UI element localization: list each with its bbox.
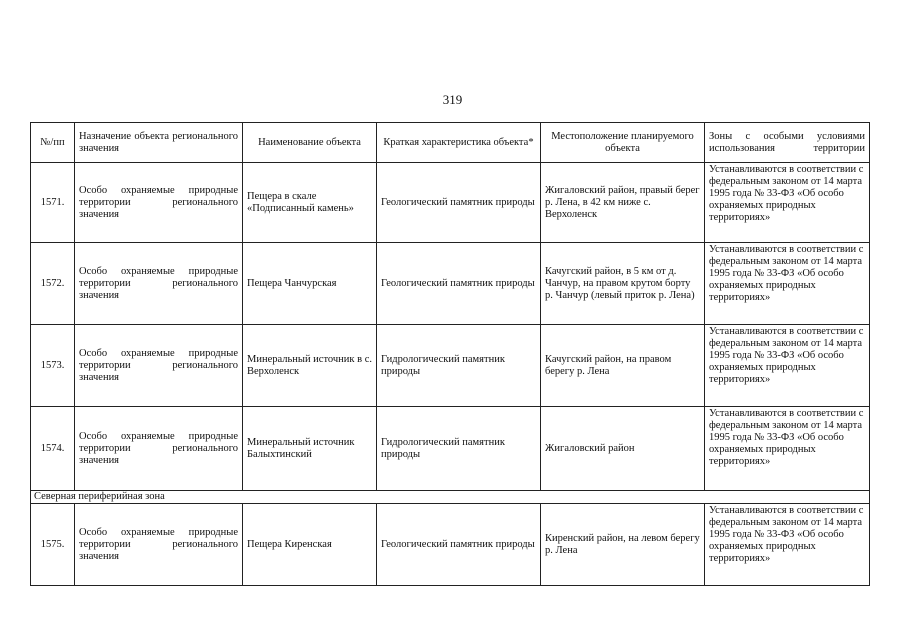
section-row — [31, 491, 870, 504]
header-characteristic: Краткая характеристика объекта* — [377, 123, 541, 163]
header-number: №/пп — [31, 123, 75, 163]
row-location: Киренский район, на левом берегу р. Лена — [541, 504, 705, 586]
row-number: 1573. — [31, 325, 75, 407]
table-row — [31, 243, 870, 325]
row-characteristic: Геологический памятник природы — [377, 243, 541, 325]
table-row — [31, 504, 870, 586]
row-characteristic: Гидрологический памятник природы — [377, 325, 541, 407]
row-location: Жигаловский район — [541, 407, 705, 491]
row-name: Минеральный источник в с. Верхоленск — [243, 325, 377, 407]
table-row — [31, 325, 870, 407]
row-name: Пещера в скале «Подписанный камень» — [243, 163, 377, 243]
page-number: 319 — [442, 92, 463, 107]
row-name: Пещера Чанчурская — [243, 243, 377, 325]
row-purpose: Особо охраняемые природные территории регионального значения — [75, 243, 243, 325]
row-purpose: Особо охраняемые природные территории регионального значения — [75, 163, 243, 243]
row-purpose: Особо охраняемые природные территории регионального значения — [75, 504, 243, 586]
row-location: Качугский район, на правом берегу р. Лена — [541, 325, 705, 407]
row-number: 1575. — [31, 504, 75, 586]
row-purpose: Особо охраняемые природные территории регионального значения — [75, 325, 243, 407]
row-purpose: Особо охраняемые природные территории регионального значения — [75, 407, 243, 491]
table-header-row — [31, 123, 870, 163]
row-number: 1571. — [31, 163, 75, 243]
row-name: Пещера Киренская — [243, 504, 377, 586]
row-characteristic: Геологический памятник природы — [377, 504, 541, 586]
table-row — [31, 163, 870, 243]
header-zones: Зоны с особыми условиями использования территории — [705, 123, 870, 163]
territories-table — [30, 122, 870, 586]
row-number: 1574. — [31, 407, 75, 491]
row-zones: Устанавливаются в соответствии с федеральным законом от 14 марта 1995 года № 33-ФЗ «Об особо охраняемых природных территориях» — [705, 407, 870, 491]
row-number: 1572. — [31, 243, 75, 325]
row-name: Минеральный источник Балыхтинский — [243, 407, 377, 491]
table-row — [31, 407, 870, 491]
row-zones: Устанавливаются в соответствии с федеральным законом от 14 марта 1995 года № 33-ФЗ «Об особо охраняемых природных территориях» — [705, 163, 870, 243]
header-purpose: Назначение объекта регионального значения — [75, 123, 243, 163]
section-title: Северная периферийная зона — [31, 491, 870, 504]
row-characteristic: Гидрологический памятник природы — [377, 407, 541, 491]
row-zones: Устанавливаются в соответствии с федеральным законом от 14 марта 1995 года № 33-ФЗ «Об особо охраняемых природных территориях» — [705, 243, 870, 325]
row-characteristic: Геологический памятник природы — [377, 163, 541, 243]
row-location: Жигаловский район, правый берег р. Лена, в 42 км ниже с. Верхоленск — [541, 163, 705, 243]
header-location: Местоположение планируемого объекта — [541, 123, 705, 163]
header-name: Наименование объекта — [243, 123, 377, 163]
row-zones: Устанавливаются в соответствии с федеральным законом от 14 марта 1995 года № 33-ФЗ «Об особо охраняемых природных территориях» — [705, 504, 870, 586]
row-zones: Устанавливаются в соответствии с федеральным законом от 14 марта 1995 года № 33-ФЗ «Об особо охраняемых природных территориях» — [705, 325, 870, 407]
row-location: Качугский район, в 5 км от д. Чанчур, на правом крутом борту р. Чанчур (левый приток р. Лена) — [541, 243, 705, 325]
